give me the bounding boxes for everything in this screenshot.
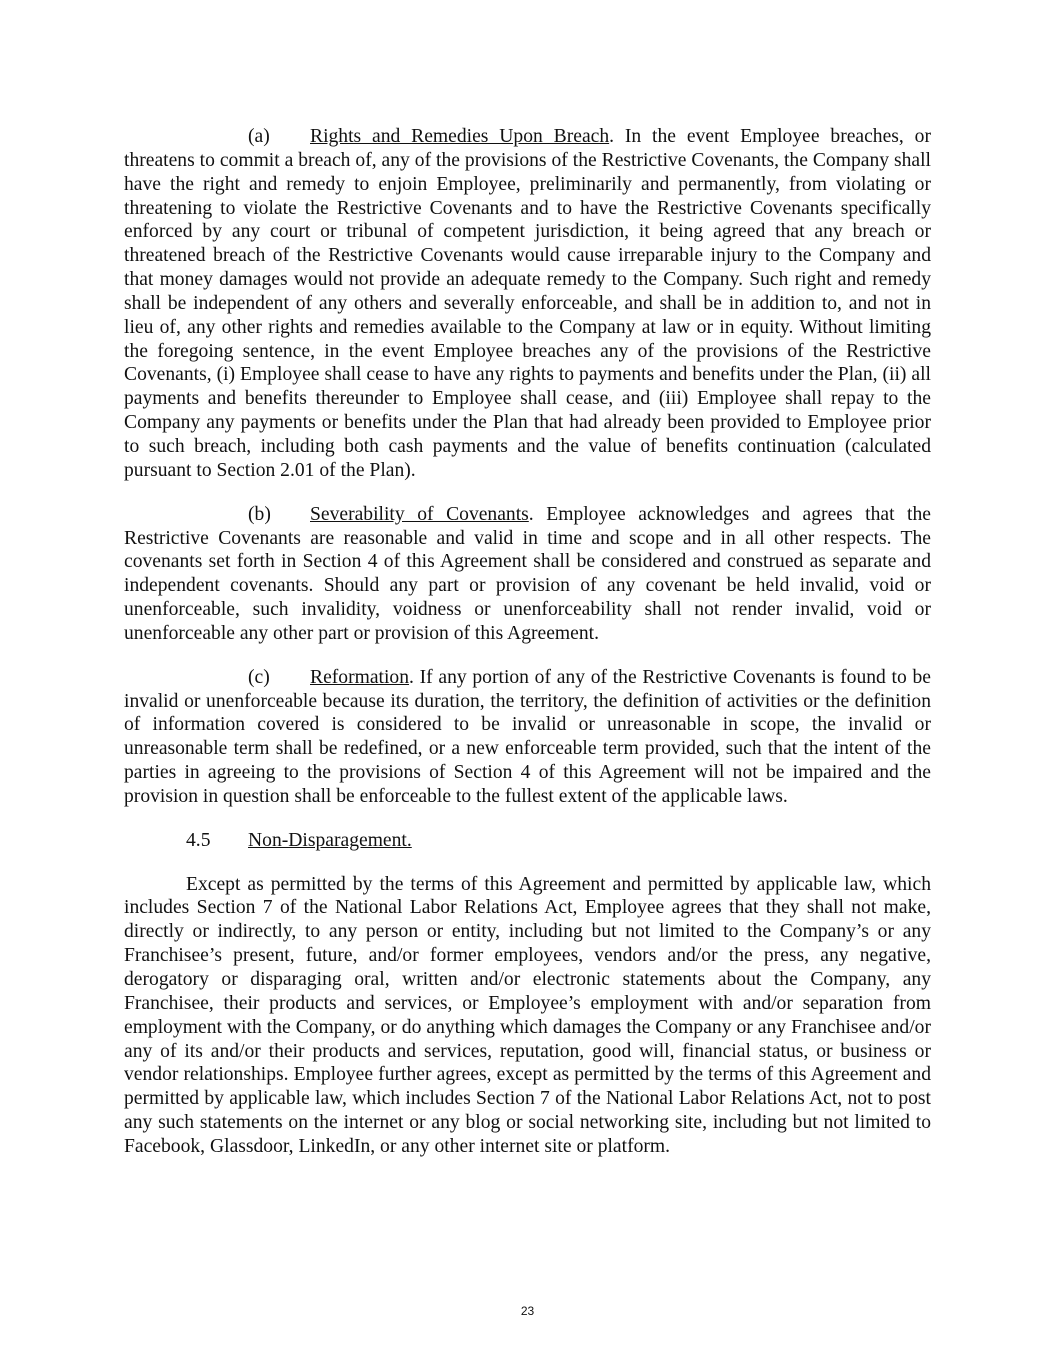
paragraph-a-heading: Rights and Remedies Upon Breach [310,126,610,147]
paragraph-a [124,125,931,483]
paragraph-a-marker: (a) [248,126,270,147]
section-4-5-heading [186,829,931,853]
document-page [124,125,931,1179]
section-4-5-title: Non-Disparagement. [248,829,412,851]
paragraph-c-marker: (c) [248,666,270,688]
paragraph-c [124,666,931,809]
section-4-5-number: 4.5 [186,829,211,851]
paragraph-b [124,503,931,646]
section-4-5-text: Except as permitted by the terms of this Agreement and permitted by applicable law, which includes Section 7 of the National Labor Relations Act, Employee agrees that they shall not make, directly or indirectly, to any person or entity, including but not limited to the Company’s or any Franchisee’s present, future, and/or former employees, vendors and/or the press, any negative, derogatory or disparaging oral, written and/or electronic statements about the Company, any Franchisee, their products and services, or Employee’s employment with and/or separation from employment with the Company, or do anything which damages the Company or any Franchisee and/or any of its and/or their products and services, reputation, good will, financial status, or business or vendor relationships. Employee further agrees, except as permitted by the terms of this Agreement and permitted by applicable law, which includes Section 7 of the National Labor Relations Act, not to post any such statements on the internet or any blog or social networking site, including but not limited to Facebook, Glassdoor, LinkedIn, or any other internet site or platform. [124,873,931,1157]
paragraph-a-text: . In the event Employee breaches, or threatens to commit a breach of, any of the provisions of the Restrictive Covenants, the Company shall have the right and remedy to enjoin Employee, preliminarily and permanently, from violating or threatening to violate the Restrictive Covenants and to have the Restrictive Covenants specifically enforced by any court or tribunal of competent jurisdiction, it being agreed that any breach or threatened breach of the Restrictive Covenants would cause irreparable injury to the Company and that money damages would not provide an adequate remedy to the Company. Such right and remedy shall be independent of any others and severally enforceable, and shall be in addition to, and not in lieu of, any other rights and remedies available to the Company at law or in equity. Without limiting the foregoing sentence, in the event Employee breaches any of the provisions of the Restrictive Covenants, (i) Employee shall cease to have any rights to payments and benefits under the Plan, (ii) all payments and benefits thereunder to Employee shall cease, and (iii) Employee shall repay to the Company any payments or benefits under the Plan that had already been provided to Employee prior to such breach, including both cash payments and the value of benefits continuation (calculated pursuant to Section 2.01 of the Plan). [124,126,931,481]
paragraph-b-heading: Severability of Covenants [310,503,529,525]
paragraph-b-marker: (b) [248,503,271,525]
page-number: 23 [520,1304,535,1318]
paragraph-c-heading: Reformation [310,666,410,688]
paragraph-c-text: . If any portion of any of the Restrictive Covenants is found to be invalid or unenforceable because its duration, the territory, the definition of activities or the definition of information covered is considered to be invalid or unreasonable in scope, the invalid or unreasonable term shall be redefined, or a new enforceable term provided, such that the intent of the parties in agreeing to the provisions of Section 4 of this Agreement will not be impaired and the provision in question shall be enforceable to the fullest extent of the applicable laws. [124,666,931,807]
paragraph-b-text: . Employee acknowledges and agrees that the Restrictive Covenants are reasonable and valid in time and scope and in all other respects. The covenants set forth in Section 4 of this Agreement shall be considered and construed as separate and independent covenants. Should any part or provision of any covenant be held invalid, void or unenforceable, such invalidity, voidness or unenforceability shall not render invalid, void or unenforceable any other part or provision of this Agreement. [124,503,931,644]
